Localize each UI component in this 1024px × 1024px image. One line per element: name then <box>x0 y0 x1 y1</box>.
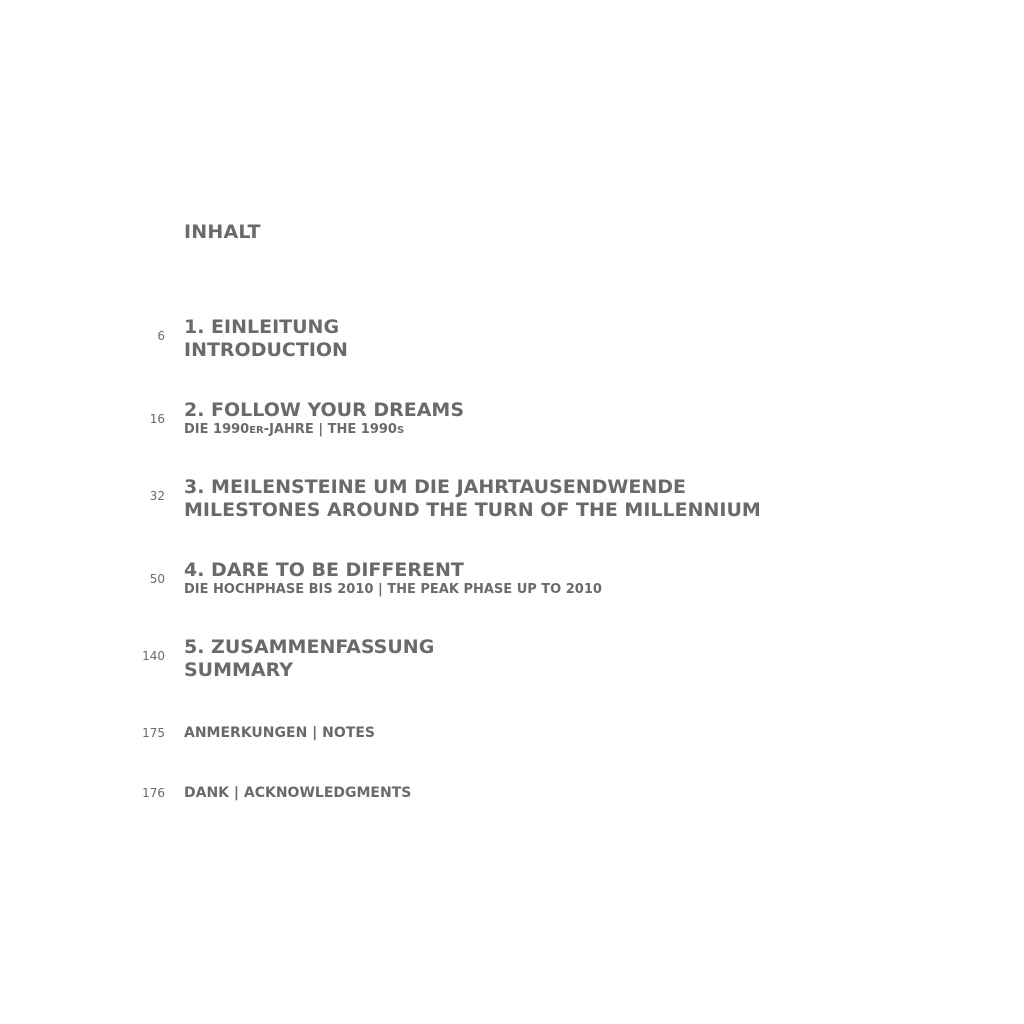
entry-label: DANK | ACKNOWLEDGMENTS <box>184 785 412 801</box>
entry-titles <box>184 316 348 362</box>
page-number: 6 <box>157 329 165 343</box>
entry-titles <box>184 784 411 802</box>
page-number: 16 <box>149 412 165 426</box>
entry-title-de: 1. EINLEITUNG <box>184 316 340 338</box>
page-number: 140 <box>142 649 165 663</box>
subtitle-part: DIE 1990 <box>184 422 250 437</box>
entry-titles <box>184 559 602 598</box>
entry-titles <box>184 476 761 522</box>
entry-title-de: 4. DARE TO BE DIFFERENT <box>184 559 464 581</box>
subtitle-smallcaps: S <box>396 425 405 436</box>
entry-title-de: 3. MEILENSTEINE UM DIE JAHRTAUSENDWENDE <box>184 476 686 498</box>
entry-titles <box>184 399 464 439</box>
entry-title-de: 5. ZUSAMMENFASSUNG <box>184 636 435 658</box>
subtitle-smallcaps: ER <box>249 425 264 436</box>
entry-title-de: 2. FOLLOW YOUR DREAMS <box>184 399 465 421</box>
entry-titles <box>184 724 375 742</box>
page-number: 176 <box>142 786 165 800</box>
entry-subtitle: DIE HOCHPHASE BIS 2010 | THE PEAK PHASE UP TO 2010 <box>184 582 602 597</box>
toc-title: INHALT <box>184 221 261 243</box>
page-number: 175 <box>142 726 165 740</box>
subtitle-part: -JAHRE | THE 1990 <box>263 422 397 437</box>
entry-title-en: SUMMARY <box>184 659 293 681</box>
entry-titles <box>184 636 434 682</box>
entry-label: ANMERKUNGEN | NOTES <box>184 725 375 741</box>
entry-title-en: INTRODUCTION <box>184 339 348 361</box>
entry-title-en: MILESTONES AROUND THE TURN OF THE MILLENNIUM <box>184 499 761 521</box>
page-number: 50 <box>149 572 165 586</box>
page-number: 32 <box>149 489 165 503</box>
entry-subtitle <box>184 422 464 439</box>
